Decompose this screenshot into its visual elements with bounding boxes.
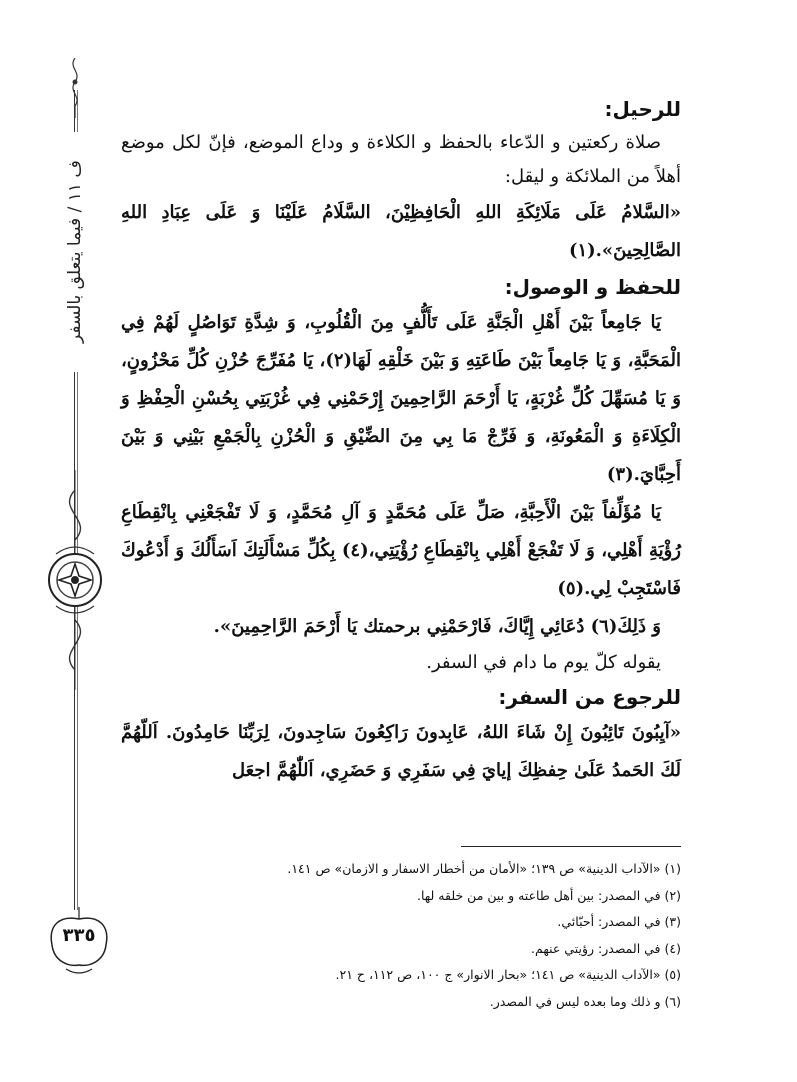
footnote-item: (٦) و ذلك وما بعده ليس في المصدر. xyxy=(489,993,681,1009)
footnotes xyxy=(101,856,681,1015)
page-number: ٣٣٥ xyxy=(62,925,96,946)
main-text xyxy=(121,92,681,790)
prayer-text: يَا جَامِعاً بَيْنَ أَهْلِ الْجَنَّةِ عَلَى تَأَلُّفٍ مِنَ الْقُلُوبِ، وَ شِدَّةِ تَوَاصُلٍ لَهُمْ فِي الْمَحَبَّةِ، وَ يَا جَامِعاً بَيْنَ طَاعَتِهِ وَ بَيْنَ خَلْقِهِ لَهَا(٢)، يَا مُفَرِّجَ حُزْنِ كُلِّ مَحْزُونٍ، وَ يَا مُسَهِّلَ كُلِّ غُرْبَةٍ، يَا أَرْحَمَ الرَّاحِمِينَ إِرْحَمْنِي فِي غُرْبَتِي بِحُسْنِ الْحِفْظِ وَ الْكِلَاءَةِ وَ الْمَعُونَةِ، وَ فَرِّجْ مَا بِي مِنَ الضِّيْقِ وَ الْحُزْنِ بِالْجَمْعِ بَيْنِي وَ بَيْنَ أَحِبَّايَ.(٣) xyxy=(121,312,682,485)
ornamental-margin xyxy=(46,50,104,1060)
chapter-running-title: ف ١١ / فيما يتعلق بالسفر xyxy=(52,132,98,372)
section-heading: للرجوع من السفر: xyxy=(498,685,681,709)
section-protection xyxy=(121,270,681,680)
prayer-text: «آيِبُونَ تَائِبُونَ إِنْ شَاءَ اللهُ، عَابِدونَ رَاكِعُونَ سَاجِدونَ، لِرَبِّنَا حَامِدُونَ. اَللّهُمَّ لَكَ الحَمدُ عَلَىٰ حِفظِكَ إيايَ فِي سَفَرِي وَ حَضَرِي، اَللّٰهُمَّ اجعَل xyxy=(121,722,681,781)
prayer-text: يَا مُؤَلِّفاً بَيْنَ الْأَحِبَّةِ، صَلِّ عَلَى مُحَمَّدٍ وَ آلِ مُحَمَّدٍ، وَ لَا تَفْجَعْنِي بِانْقِطَاعِ رُؤْيَةِ أَهْلِي، وَ لَا تَفْجَعْ أَهْلِي بِانْقِطَاعِ رُؤْيَتِي،(٤) بِكُلِّ مَسْأَلَتِكَ اَسَأَلُكَ وَ أَدْعُوكَ فَاسْتَجِبْ لِي.(٥) xyxy=(121,502,681,599)
footnote-item: (٣) في المصدر: أحبّائي. xyxy=(557,914,681,929)
paragraph: صلاة ركعتين و الدّعاء بالحفظ و الكلاءة و وداع الموضع، فإنّ لكل موضع أهلاً من الملائكة و ليقل: xyxy=(121,132,681,187)
footnote-item: (١) «الآداب الدينية» ص ١٣٩؛ «الأمان من أخطار الاسفار و الازمان» ص ١٤١. xyxy=(287,861,681,876)
section-heading: للرحيل: xyxy=(604,97,681,121)
section-heading: للحفظ و الوصول: xyxy=(504,275,681,299)
footnote-separator xyxy=(461,846,681,847)
prayer-text: «السَّلامُ عَلَى مَلَائِكَةِ اللهِ الْحَافِظِيْنَ، السَّلَامُ عَلَيْنَا وَ عَلَى عِبَادِ اللهِ الصَّالِحِينَ».(١) xyxy=(121,202,681,261)
footnote-item: (٥) «الآداب الدينية» ص ١٤١؛ «بحار الانوار» ج ١٠٠، ص ١١٢، ح ٢١. xyxy=(335,967,681,982)
footnote-item: (٢) في المصدر: بين أهل طاعته و بين من خلقه لها. xyxy=(416,887,681,903)
prayer-text: وَ ذَلِكَ(٦) دُعَائِي إِيَّاكَ، فَارْحَمْنِي برحمتك يَا أَرْحَمَ الرَّاحِمِينَ». xyxy=(213,616,661,637)
section-departure xyxy=(121,92,681,270)
top-ornament-icon xyxy=(64,58,86,118)
paragraph: يقوله كلّ يوم ما دام في السفر. xyxy=(426,652,661,673)
medallion-ornament-icon xyxy=(46,470,104,690)
section-return xyxy=(121,680,681,790)
footnote-item: (٤) في المصدر: رؤيتي عنهم. xyxy=(531,940,681,956)
